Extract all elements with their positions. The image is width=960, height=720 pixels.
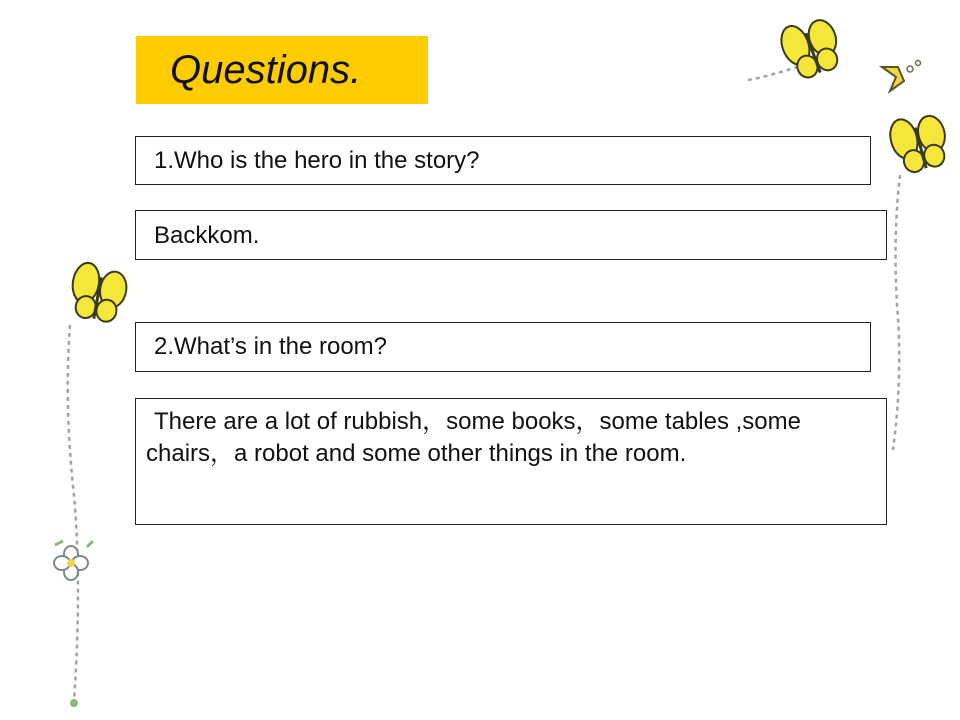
answer-box-2 (135, 398, 887, 525)
butterfly-icon (875, 105, 955, 455)
butterfly-icon (730, 10, 850, 90)
question-box-1 (135, 136, 871, 185)
question-box-2 (135, 322, 871, 372)
page-title: Questions. (170, 48, 362, 92)
title-banner (136, 36, 428, 104)
bird-icon (870, 55, 930, 100)
answer-text-1: Backkom. (154, 222, 260, 249)
flower-icon (45, 535, 100, 590)
question-text-1: 1.Who is the hero in the story? (154, 147, 480, 174)
butterfly-icon (40, 255, 140, 715)
question-text-2: 2.What’s in the room? (154, 333, 388, 360)
answer-box-1 (135, 210, 887, 260)
answer-text-2: There are a lot of rubbish，some books，some tables ,some chairs，a robot and some other things in the room. (146, 408, 801, 467)
